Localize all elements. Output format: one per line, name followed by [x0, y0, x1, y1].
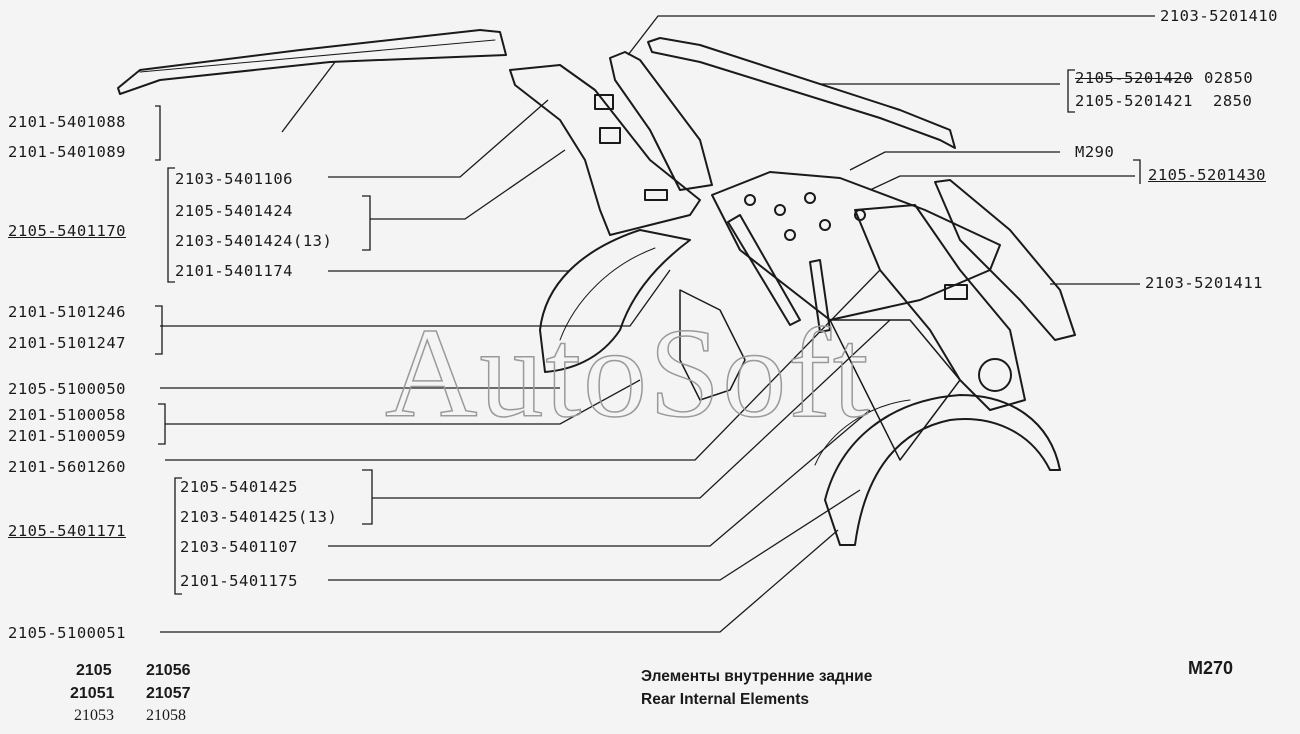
part-label-2101-5401175: 2101-5401175	[180, 572, 298, 590]
part-label-2103-5201411: 2103-5201411	[1145, 274, 1263, 292]
part-label-2105-5401424: 2105-5401424	[175, 202, 293, 220]
part-label-m290: M290	[1075, 143, 1115, 161]
caption-english: Rear Internal Elements	[641, 691, 809, 708]
part-label-2103-5401107: 2103-5401107	[180, 538, 298, 556]
model-21058: 21058	[146, 707, 186, 724]
part-label-2105-5201430: 2105-5201430	[1148, 166, 1266, 184]
part-label-02850: 02850	[1204, 69, 1254, 87]
part-label-2105-5100050: 2105-5100050	[8, 380, 126, 398]
model-21057: 21057	[146, 685, 191, 702]
roof-rail-part	[118, 30, 506, 94]
wheel-arch-left-part	[540, 230, 690, 372]
part-label-2101-5100058: 2101-5100058	[8, 406, 126, 424]
part-label-2101-5101247: 2101-5101247	[8, 334, 126, 352]
part-label-2101-5601260: 2101-5601260	[8, 458, 126, 476]
rear-shelf-part	[712, 172, 1000, 320]
part-label-2105-5401425: 2105-5401425	[180, 478, 298, 496]
part-label-2105-5401171: 2105-5401171	[8, 522, 126, 540]
part-label-2103-5401106: 2103-5401106	[175, 170, 293, 188]
watermark-text: AutoSoft	[385, 302, 871, 444]
part-label-2105-5201420: 2105-5201420	[1075, 69, 1193, 87]
model-21053: 21053	[74, 707, 114, 724]
model-2105: 2105	[76, 662, 112, 679]
part-label-2101-5401174: 2101-5401174	[175, 262, 293, 280]
part-label-2101-5101246: 2101-5101246	[8, 303, 126, 321]
c-pillar-panel-part	[510, 65, 700, 235]
model-21051: 21051	[70, 685, 115, 702]
part-label-2101-5401089: 2101-5401089	[8, 143, 126, 161]
part-label-2103-5201410: 2103-5201410	[1160, 7, 1278, 25]
page-code: M270	[1188, 658, 1234, 678]
part-label-2105-5100051: 2105-5100051	[8, 624, 126, 642]
caption-russian: Элементы внутренние задние	[641, 668, 873, 685]
right-strip-part	[935, 180, 1075, 340]
part-label-2105-5201421: 2105-5201421	[1075, 92, 1193, 110]
part-label-2101-5100059: 2101-5100059	[8, 427, 126, 445]
model-21056: 21056	[146, 662, 191, 679]
part-label-2103-5401424-13: 2103-5401424(13)	[175, 232, 333, 250]
d-pillar-panel-part	[855, 205, 1025, 410]
part-label-2850: 2850	[1213, 92, 1253, 110]
part-label-2101-5401088: 2101-5401088	[8, 113, 126, 131]
part-label-2103-5401425-13: 2103-5401425(13)	[180, 508, 338, 526]
part-label-2105-5401170: 2105-5401170	[8, 222, 126, 240]
